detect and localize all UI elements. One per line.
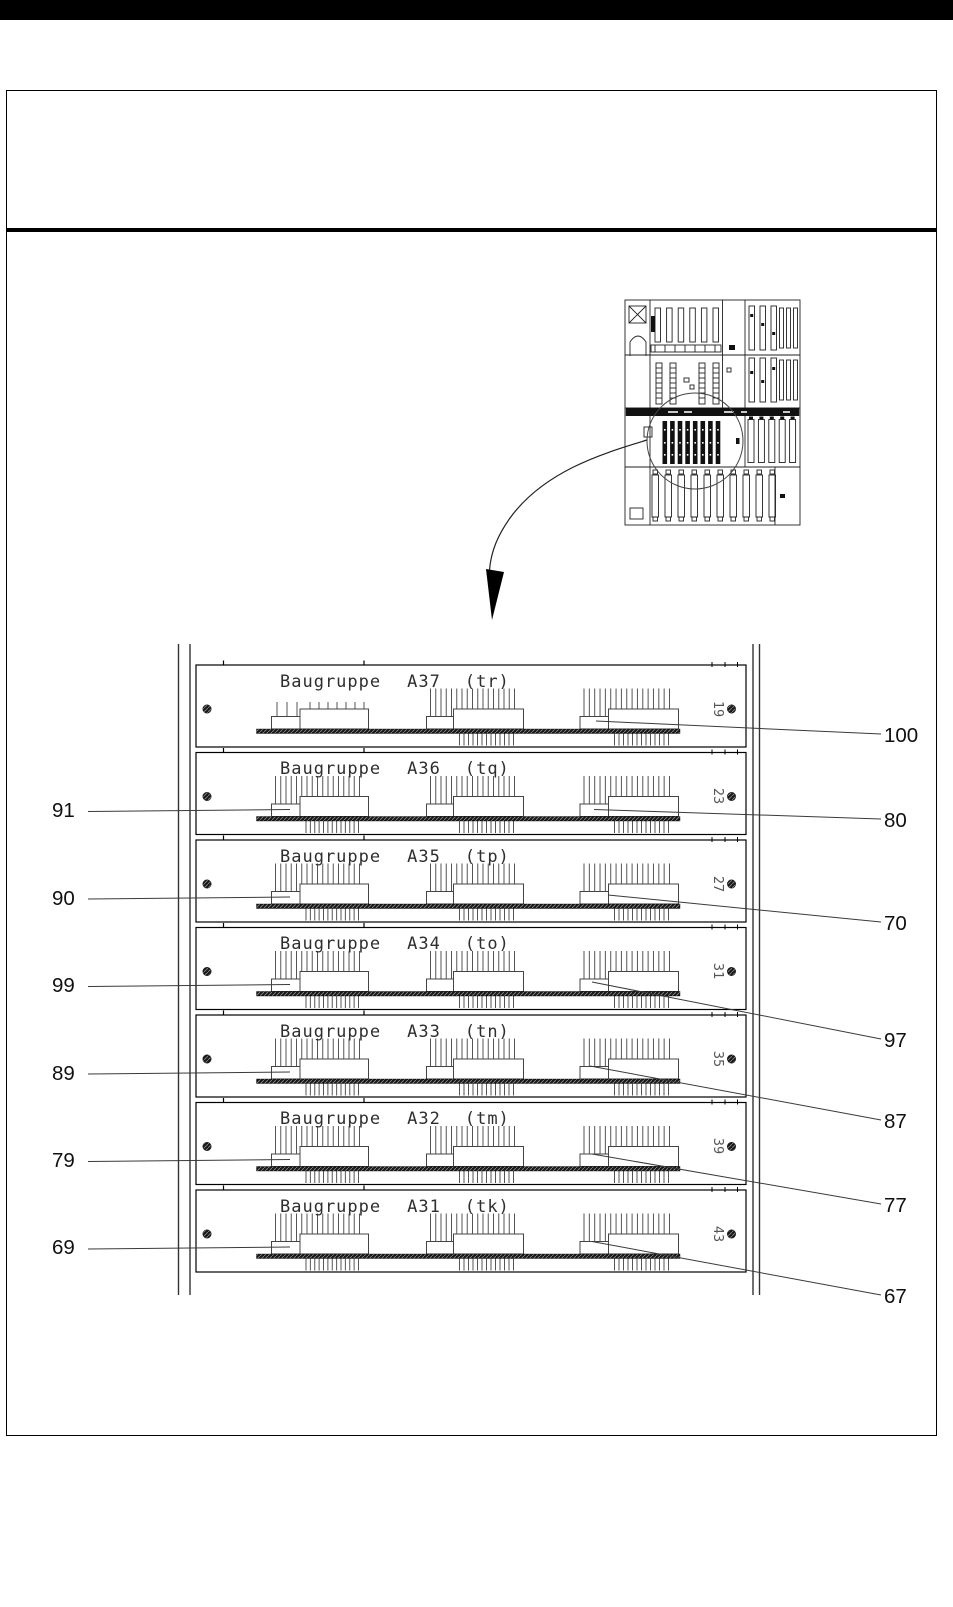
ref-number-right: 80 [884,809,907,832]
leader-line-right [592,982,881,1039]
leader-line-right [592,1242,881,1296]
slot-number: 43 [710,1225,726,1243]
board-bar [257,904,681,909]
detail-arrow-curve [490,440,648,570]
screw-icon [203,705,211,713]
rack-overview-drawing [625,300,800,525]
ref-number-right: 67 [884,1285,907,1308]
ref-number-right: 87 [884,1110,907,1133]
ref-number-left: 69 [52,1236,75,1259]
ref-number-right: 70 [884,912,907,935]
row-title: Baugruppe A31 (tk) [280,1197,510,1217]
board-bar [257,729,681,734]
row-title: Baugruppe A34 (to) [280,934,510,954]
ref-number-right: 97 [884,1029,907,1052]
slot-number: 23 [710,787,726,805]
row-title: Baugruppe A35 (tp) [280,847,510,867]
ref-number-left: 99 [52,974,75,997]
detail-arrow-head [486,569,504,620]
leader-line-left [88,1160,290,1162]
screw-icon [203,967,211,975]
ref-number-right: 77 [884,1194,907,1217]
leader-line-left [88,985,290,987]
slot-number: 39 [710,1137,726,1155]
slot-number: 19 [710,700,726,718]
leader-line-left [88,810,290,812]
slot-number: 27 [710,875,726,893]
screw-icon [203,1230,211,1238]
leader-line-left [88,1247,290,1249]
board-bar [257,992,681,997]
screw-icon [203,880,211,888]
leader-line-right [592,1154,881,1204]
screw-icon [203,1142,211,1150]
ref-number-left: 79 [52,1149,75,1172]
row-title: Baugruppe A36 (tq) [280,759,510,779]
screw-icon [203,792,211,800]
ref-number-right: 100 [884,724,919,747]
screw-icon [203,1055,211,1063]
slot-number: 35 [710,1050,726,1068]
board-bar [257,817,681,822]
leader-line-right [590,1066,881,1120]
leader-line-left [88,897,290,899]
board-bar [257,1254,681,1259]
ref-number-left: 89 [52,1062,75,1085]
board-bar [257,1167,681,1172]
leader-line-left [88,1072,290,1074]
row-title: Baugruppe A33 (tn) [280,1022,510,1042]
ref-number-left: 90 [52,887,75,910]
row-title: Baugruppe A37 (tr) [280,672,510,692]
row-title: Baugruppe A32 (tm) [280,1109,510,1129]
slot-number: 31 [710,962,726,980]
ref-number-left: 91 [52,799,75,822]
board-bar [257,1079,681,1084]
